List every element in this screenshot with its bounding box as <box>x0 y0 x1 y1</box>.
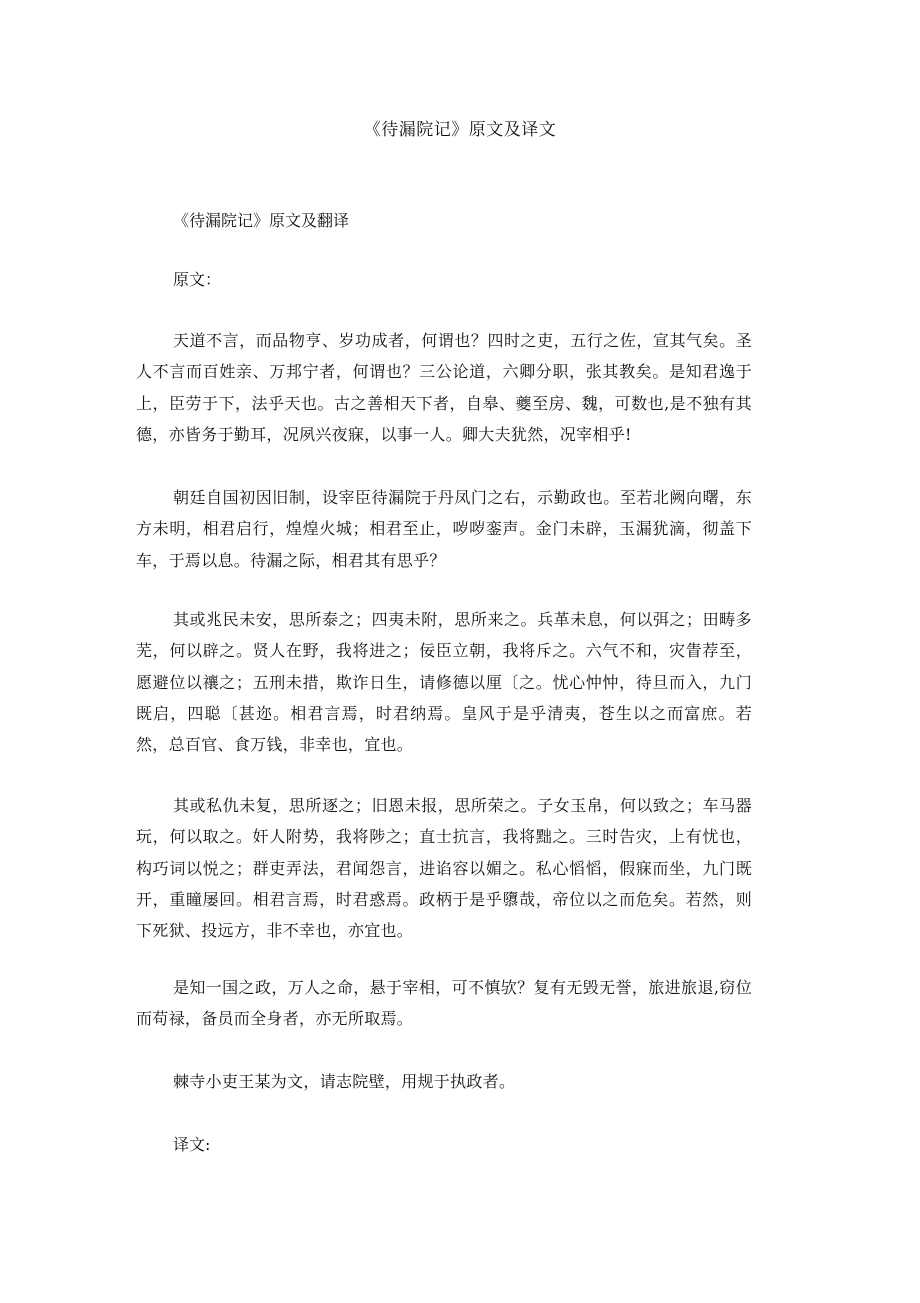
paragraph-2: 朝廷自国初因旧制，设宰臣待漏院于丹凤门之右，示勤政也。至若北阙向曙，东方未明，相君启行，煌煌火城；相君至止，哕哕銮声。金门未辟，玉漏犹滴，彻盖下车，于焉以息。待漏之际，相君其有思乎？ <box>136 488 752 570</box>
paragraph-5: 是知一国之政，万人之命，悬于宰相，可不慎欤？复有无毁无誉，旅进旅退,窃位而苟禄，备员而全身者，亦无所取焉。 <box>136 978 752 1029</box>
paragraph-3: 其或兆民未安，思所泰之；四夷未附，思所来之。兵革未息，何以弭之；田畴多芜，何以辟之。贤人在野，我将进之；佞臣立朝，我将斥之。六气不和，灾眚荐至，愿避位以禳之；五刑未措，欺诈日生，请修德以厘〔之。忧心忡忡，待旦而入，九门既启，四聪〔甚迩。相君言焉，时君纳焉。皇风于是乎清夷，苍生以之而富庶。若然，总百官、食万钱，非幸也，宜也。 <box>136 610 752 755</box>
paragraph-4: 其或私仇未复，思所逐之；旧恩未报，思所荣之。子女玉帛，何以致之；车马器玩，何以取之。奸人附势，我将陟之；直士抗言，我将黜之。三时告灾，上有忧也，构巧词以悦之；群吏弄法，君闻怨言，进谄容以媚之。私心慆慆，假寐而坐，九门既开，重瞳屡回。相君言焉，时君惑焉。政柄于是乎隳哉，帝位以之而危矣。若然，则下死狱、投远方，非不幸也，亦宜也。 <box>136 796 752 941</box>
original-text-label: 原文： <box>173 270 222 289</box>
document-subtitle: 《待漏院记》原文及翻译 <box>173 211 350 230</box>
translation-label: 译文: <box>173 1135 211 1154</box>
document-title: 《待漏院记》原文及译文 <box>363 120 557 140</box>
paragraph-6: 棘寺小吏王某为文，请志院壁，用规于执政者。 <box>173 1072 516 1091</box>
paragraph-1: 天道不言，而品物亨、岁功成者，何谓也？四时之吏，五行之佐，宣其气矣。圣人不言而百姓亲、万邦宁者，何谓也？三公论道，六卿分职，张其教矣。是知君逸于上，臣劳于下，法乎天也。古之善相天下者，自皋、夔至房、魏，可数也,是不独有其德，亦皆务于勤耳，况夙兴夜寐，以事一人。卿大夫犹然，况宰相乎! <box>136 331 752 444</box>
